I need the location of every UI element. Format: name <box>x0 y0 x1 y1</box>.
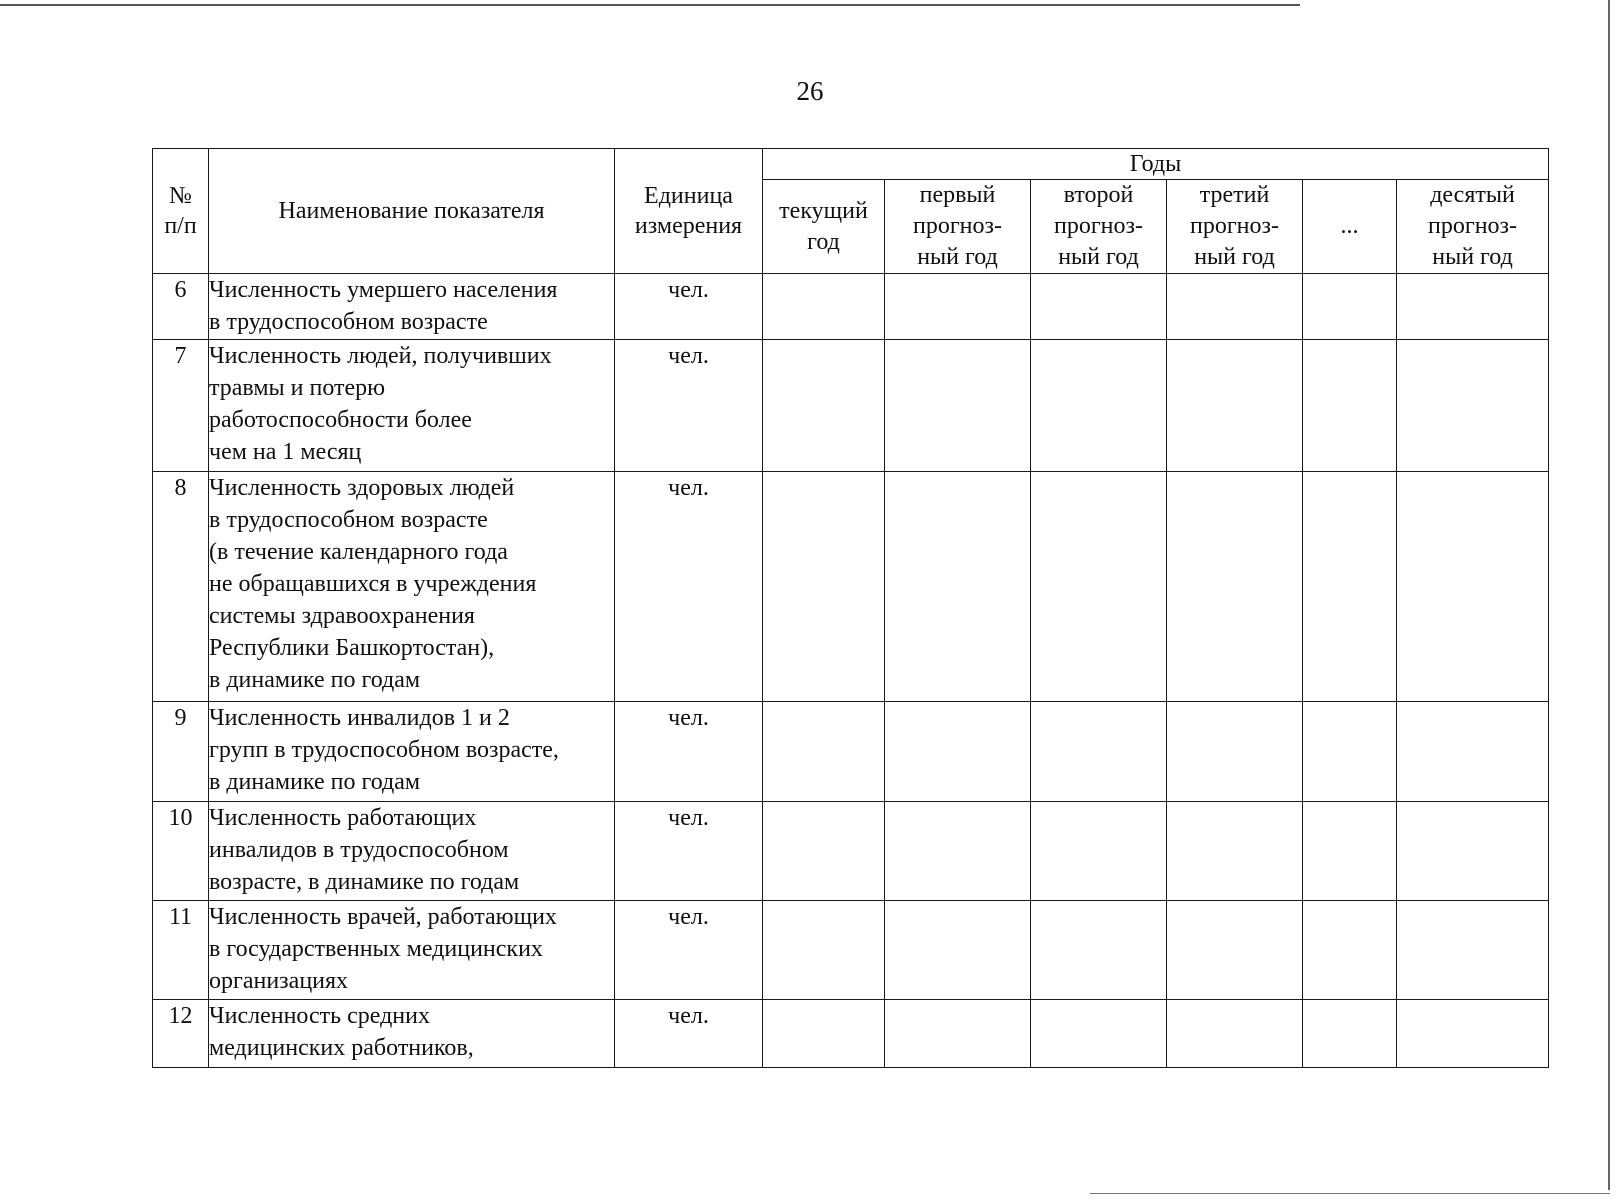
header-name-label: Наименование показателя <box>278 198 545 224</box>
cell-year-tenth <box>1397 340 1549 472</box>
header-year-second <box>1031 180 1167 274</box>
scan-edge-top <box>0 4 1300 6</box>
scan-edge-right <box>1608 0 1610 1190</box>
row-unit: чел. <box>615 274 763 340</box>
page-number: 26 <box>796 76 824 106</box>
header-unit-label: Единица измерения <box>634 183 743 239</box>
cell-year-second <box>1031 901 1167 1000</box>
cell-year-first <box>885 1000 1031 1068</box>
header-year-current-label: текущий год <box>779 197 868 255</box>
header-year-third-label: третий прогноз- ный год <box>1189 182 1279 270</box>
cell-year-first <box>885 472 1031 702</box>
cell-year-third <box>1167 901 1303 1000</box>
cell-year-tenth <box>1397 901 1549 1000</box>
header-unit <box>615 149 763 274</box>
cell-year-third <box>1167 702 1303 802</box>
row-indicator-name: Численность врачей, работающих в государственных медицинских организациях <box>209 901 615 1000</box>
cell-year-second <box>1031 274 1167 340</box>
cell-year-current <box>763 901 885 1000</box>
row-number: 11 <box>153 901 209 1000</box>
row-indicator-name: Численность умершего населения в трудоспособном возрасте <box>209 274 615 340</box>
row-unit: чел. <box>615 340 763 472</box>
row-unit: чел. <box>615 901 763 1000</box>
header-year-current <box>763 180 885 274</box>
cell-year-third <box>1167 340 1303 472</box>
cell-year-current <box>763 472 885 702</box>
cell-year-third <box>1167 472 1303 702</box>
cell-year-second <box>1031 340 1167 472</box>
header-year-third <box>1167 180 1303 274</box>
header-year-tenth <box>1397 180 1549 274</box>
cell-year-ellipsis <box>1303 274 1397 340</box>
header-year-ellipsis <box>1303 180 1397 274</box>
row-number: 8 <box>153 472 209 702</box>
table-row <box>153 472 1549 702</box>
table-row <box>153 274 1549 340</box>
table-row <box>153 1000 1549 1068</box>
cell-year-second <box>1031 802 1167 901</box>
header-years: Годы <box>763 149 1549 180</box>
cell-year-first <box>885 901 1031 1000</box>
table-row <box>153 340 1549 472</box>
cell-year-current <box>763 702 885 802</box>
row-unit: чел. <box>615 472 763 702</box>
cell-year-tenth <box>1397 274 1549 340</box>
row-indicator-name: Численность инвалидов 1 и 2 групп в трудоспособном возрасте, в динамике по годам <box>209 702 615 802</box>
header-year-first-label: первый прогноз- ный год <box>912 182 1002 270</box>
cell-year-first <box>885 274 1031 340</box>
row-unit: чел. <box>615 1000 763 1068</box>
row-indicator-name: Численность средних медицинских работников, <box>209 1000 615 1068</box>
cell-year-ellipsis <box>1303 1000 1397 1068</box>
row-number: 6 <box>153 274 209 340</box>
header-num-label: № п/п <box>164 183 197 239</box>
cell-year-second <box>1031 1000 1167 1068</box>
cell-year-ellipsis <box>1303 340 1397 472</box>
cell-year-ellipsis <box>1303 472 1397 702</box>
row-indicator-name: Численность здоровых людей в трудоспособном возрасте (в течение календарного года не обращавшихся в учреждения системы здравоохранения Республики Башкортостан), в динамике по годам <box>209 472 615 702</box>
cell-year-ellipsis <box>1303 802 1397 901</box>
header-year-ellipsis-label: ... <box>1340 213 1359 239</box>
cell-year-current <box>763 274 885 340</box>
cell-year-second <box>1031 702 1167 802</box>
header-year-second-label: второй прогноз- ный год <box>1053 182 1143 270</box>
cell-year-tenth <box>1397 472 1549 702</box>
cell-year-third <box>1167 1000 1303 1068</box>
table-header <box>153 149 1549 274</box>
row-number: 7 <box>153 340 209 472</box>
cell-year-current <box>763 802 885 901</box>
row-indicator-name: Численность работающих инвалидов в трудоспособном возрасте, в динамике по годам <box>209 802 615 901</box>
indicators-table <box>152 148 1549 1068</box>
header-row-years <box>153 149 1549 180</box>
row-unit: чел. <box>615 802 763 901</box>
cell-year-current <box>763 340 885 472</box>
cell-year-first <box>885 340 1031 472</box>
table-body <box>153 274 1549 1068</box>
cell-year-first <box>885 702 1031 802</box>
cell-year-ellipsis <box>1303 702 1397 802</box>
cell-year-tenth <box>1397 1000 1549 1068</box>
header-year-first <box>885 180 1031 274</box>
cell-year-second <box>1031 472 1167 702</box>
header-year-tenth-label: десятый прогноз- ный год <box>1428 182 1518 270</box>
cell-year-tenth <box>1397 802 1549 901</box>
row-indicator-name: Численность людей, получивших травмы и потерю работоспособности более чем на 1 месяц <box>209 340 615 472</box>
cell-year-third <box>1167 802 1303 901</box>
header-name <box>209 149 615 274</box>
table-row <box>153 802 1549 901</box>
cell-year-first <box>885 802 1031 901</box>
table-row <box>153 901 1549 1000</box>
table-row <box>153 702 1549 802</box>
row-number: 10 <box>153 802 209 901</box>
cell-year-tenth <box>1397 702 1549 802</box>
cell-year-ellipsis <box>1303 901 1397 1000</box>
header-num <box>153 149 209 274</box>
cell-year-third <box>1167 274 1303 340</box>
row-number: 12 <box>153 1000 209 1068</box>
cell-year-current <box>763 1000 885 1068</box>
scan-edge-bottom <box>1090 1193 1610 1194</box>
row-number: 9 <box>153 702 209 802</box>
row-unit: чел. <box>615 702 763 802</box>
